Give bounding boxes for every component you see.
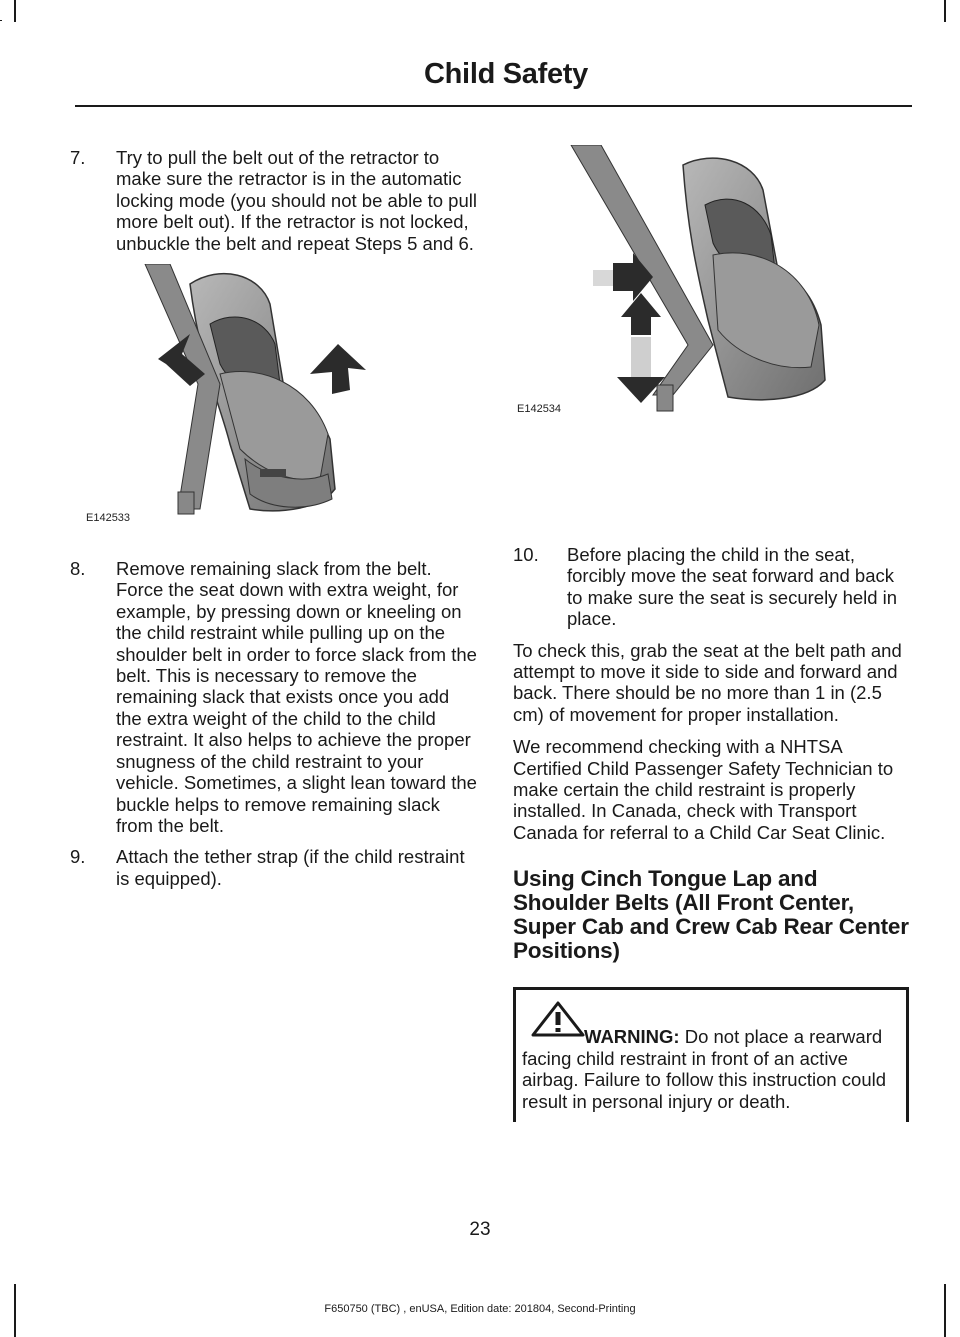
child-seat-illustration — [513, 145, 909, 423]
step-number: 8. — [70, 558, 86, 580]
edition-info: F650750 (TBC) , enUSA, Edition date: 201804, Second-Printing — [324, 1303, 636, 1315]
step-number: 10. — [513, 544, 539, 565]
section-heading: Using Cinch Tongue Lap and Shoulder Belts (All Front Center, Super Cab and Crew Cab Rear Center Positions) — [513, 866, 909, 964]
step-text: Try to pull the belt out of the retractor to make sure the retractor is in the automatic locking mode (you should not be able to pull more belt out). If the retractor is not locked, unbuckle the belt and repeat Steps 5 and 6. — [116, 147, 477, 254]
step-9 — [70, 846, 478, 889]
step-number: 9. — [70, 846, 86, 868]
section-title: Child Safety — [424, 58, 588, 90]
crop-mark — [944, 0, 946, 22]
warning-box — [513, 987, 909, 1122]
warning-label: WARNING: — [584, 1026, 680, 1048]
step-number: 7. — [70, 147, 86, 168]
page-number: 23 — [469, 1219, 491, 1240]
right-column — [513, 544, 909, 1122]
step-10 — [513, 544, 909, 630]
step-text: Before placing the child in the seat, forcibly move the seat forward and back to make sure the seat is securely held in place. — [567, 544, 898, 630]
warning-text — [522, 1026, 900, 1112]
figure-code: E142534 — [517, 403, 562, 415]
step-7 — [70, 147, 478, 254]
warning-body: Do not place a rearward facing child restraint in front of an active airbag. Failure to follow this instruction could result in personal injury or death. — [522, 1026, 887, 1112]
crop-mark — [0, 20, 2, 21]
crop-mark — [14, 0, 16, 22]
step-8 — [70, 558, 478, 836]
child-seat-illustration — [70, 264, 478, 546]
step-text: Remove remaining slack from the belt. Force the seat down with extra weight, for example, by pressing down or kneeling on the child restraint while pulling up on the shoulder belt in order to force slack from the belt. This is necessary to remove the remaining slack that exists once you add the extra weight of the child to the child restraint. It also helps to achieve the proper snugness of the child restraint to your vehicle. Sometimes, a slight lean toward the buckle helps to remove remaining slack from the belt. — [116, 558, 477, 836]
paragraph: To check this, grab the seat at the belt path and attempt to move it side to side and forward and back. There should be no more than 1 in (2.5 cm) of movement for proper installation. — [513, 639, 902, 725]
figure-seat-locking — [70, 264, 478, 546]
figure-code: E142533 — [86, 512, 131, 525]
header-rule — [75, 105, 912, 107]
step-text: Attach the tether strap (if the child restraint is equipped). — [116, 846, 465, 889]
left-column — [70, 147, 478, 899]
figure-seat-movement — [513, 145, 909, 423]
paragraph: We recommend checking with a NHTSA Certified Child Passenger Safety Technician to make certain the child restraint is properly installed. In Canada, check with Transport Canada for referral to a Child Car Seat Clinic. — [513, 736, 894, 843]
warning-icon — [530, 1000, 586, 1038]
